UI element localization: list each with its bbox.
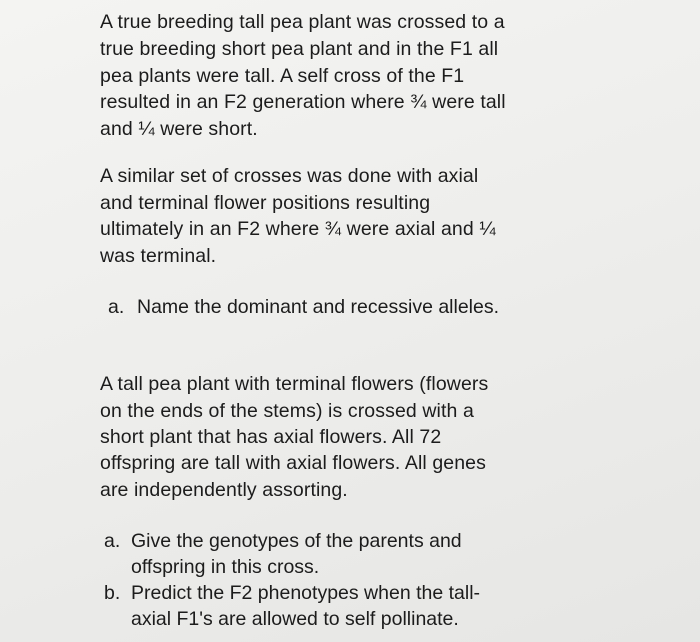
- question2b-marker: b.: [104, 582, 121, 604]
- question2a-line: offspring in this cross.: [131, 556, 320, 578]
- paragraph3-line: offspring are tall with axial flowers. All genes: [100, 452, 486, 474]
- paragraph3-line: short plant that has axial flowers. All 72: [100, 426, 442, 448]
- question1-marker: a.: [108, 296, 125, 318]
- question2b-line: Predict the F2 phenotypes when the tall-: [131, 582, 481, 604]
- paragraph2-line: ultimately in an F2 where ¾ were axial and ¼: [100, 218, 496, 240]
- paragraph1-line: resulted in an F2 generation where ¾ were tall: [100, 91, 506, 113]
- paragraph1-line: A true breeding tall pea plant was crossed to a: [100, 11, 505, 33]
- question2b-line: axial F1's are allowed to self pollinate.: [131, 608, 459, 630]
- paragraph2-line: and terminal flower positions resulting: [100, 192, 431, 214]
- paragraph1-line: true breeding short pea plant and in the F1 all: [100, 38, 499, 60]
- question1-text: Name the dominant and recessive alleles.: [137, 296, 500, 318]
- paragraph1-line: and ¼ were short.: [100, 118, 258, 140]
- paragraph2-line: A similar set of crosses was done with axial: [100, 165, 479, 187]
- paragraph3-line: A tall pea plant with terminal flowers (flowers: [100, 373, 489, 395]
- question2a-line: Give the genotypes of the parents and: [131, 530, 462, 552]
- paragraph1-line: pea plants were tall. A self cross of the F1: [100, 65, 465, 87]
- question2a-marker: a.: [104, 530, 121, 552]
- paragraph3-line: are independently assorting.: [100, 479, 348, 501]
- paragraph2-line: was terminal.: [100, 245, 217, 267]
- paragraph3-line: on the ends of the stems) is crossed with a: [100, 400, 474, 422]
